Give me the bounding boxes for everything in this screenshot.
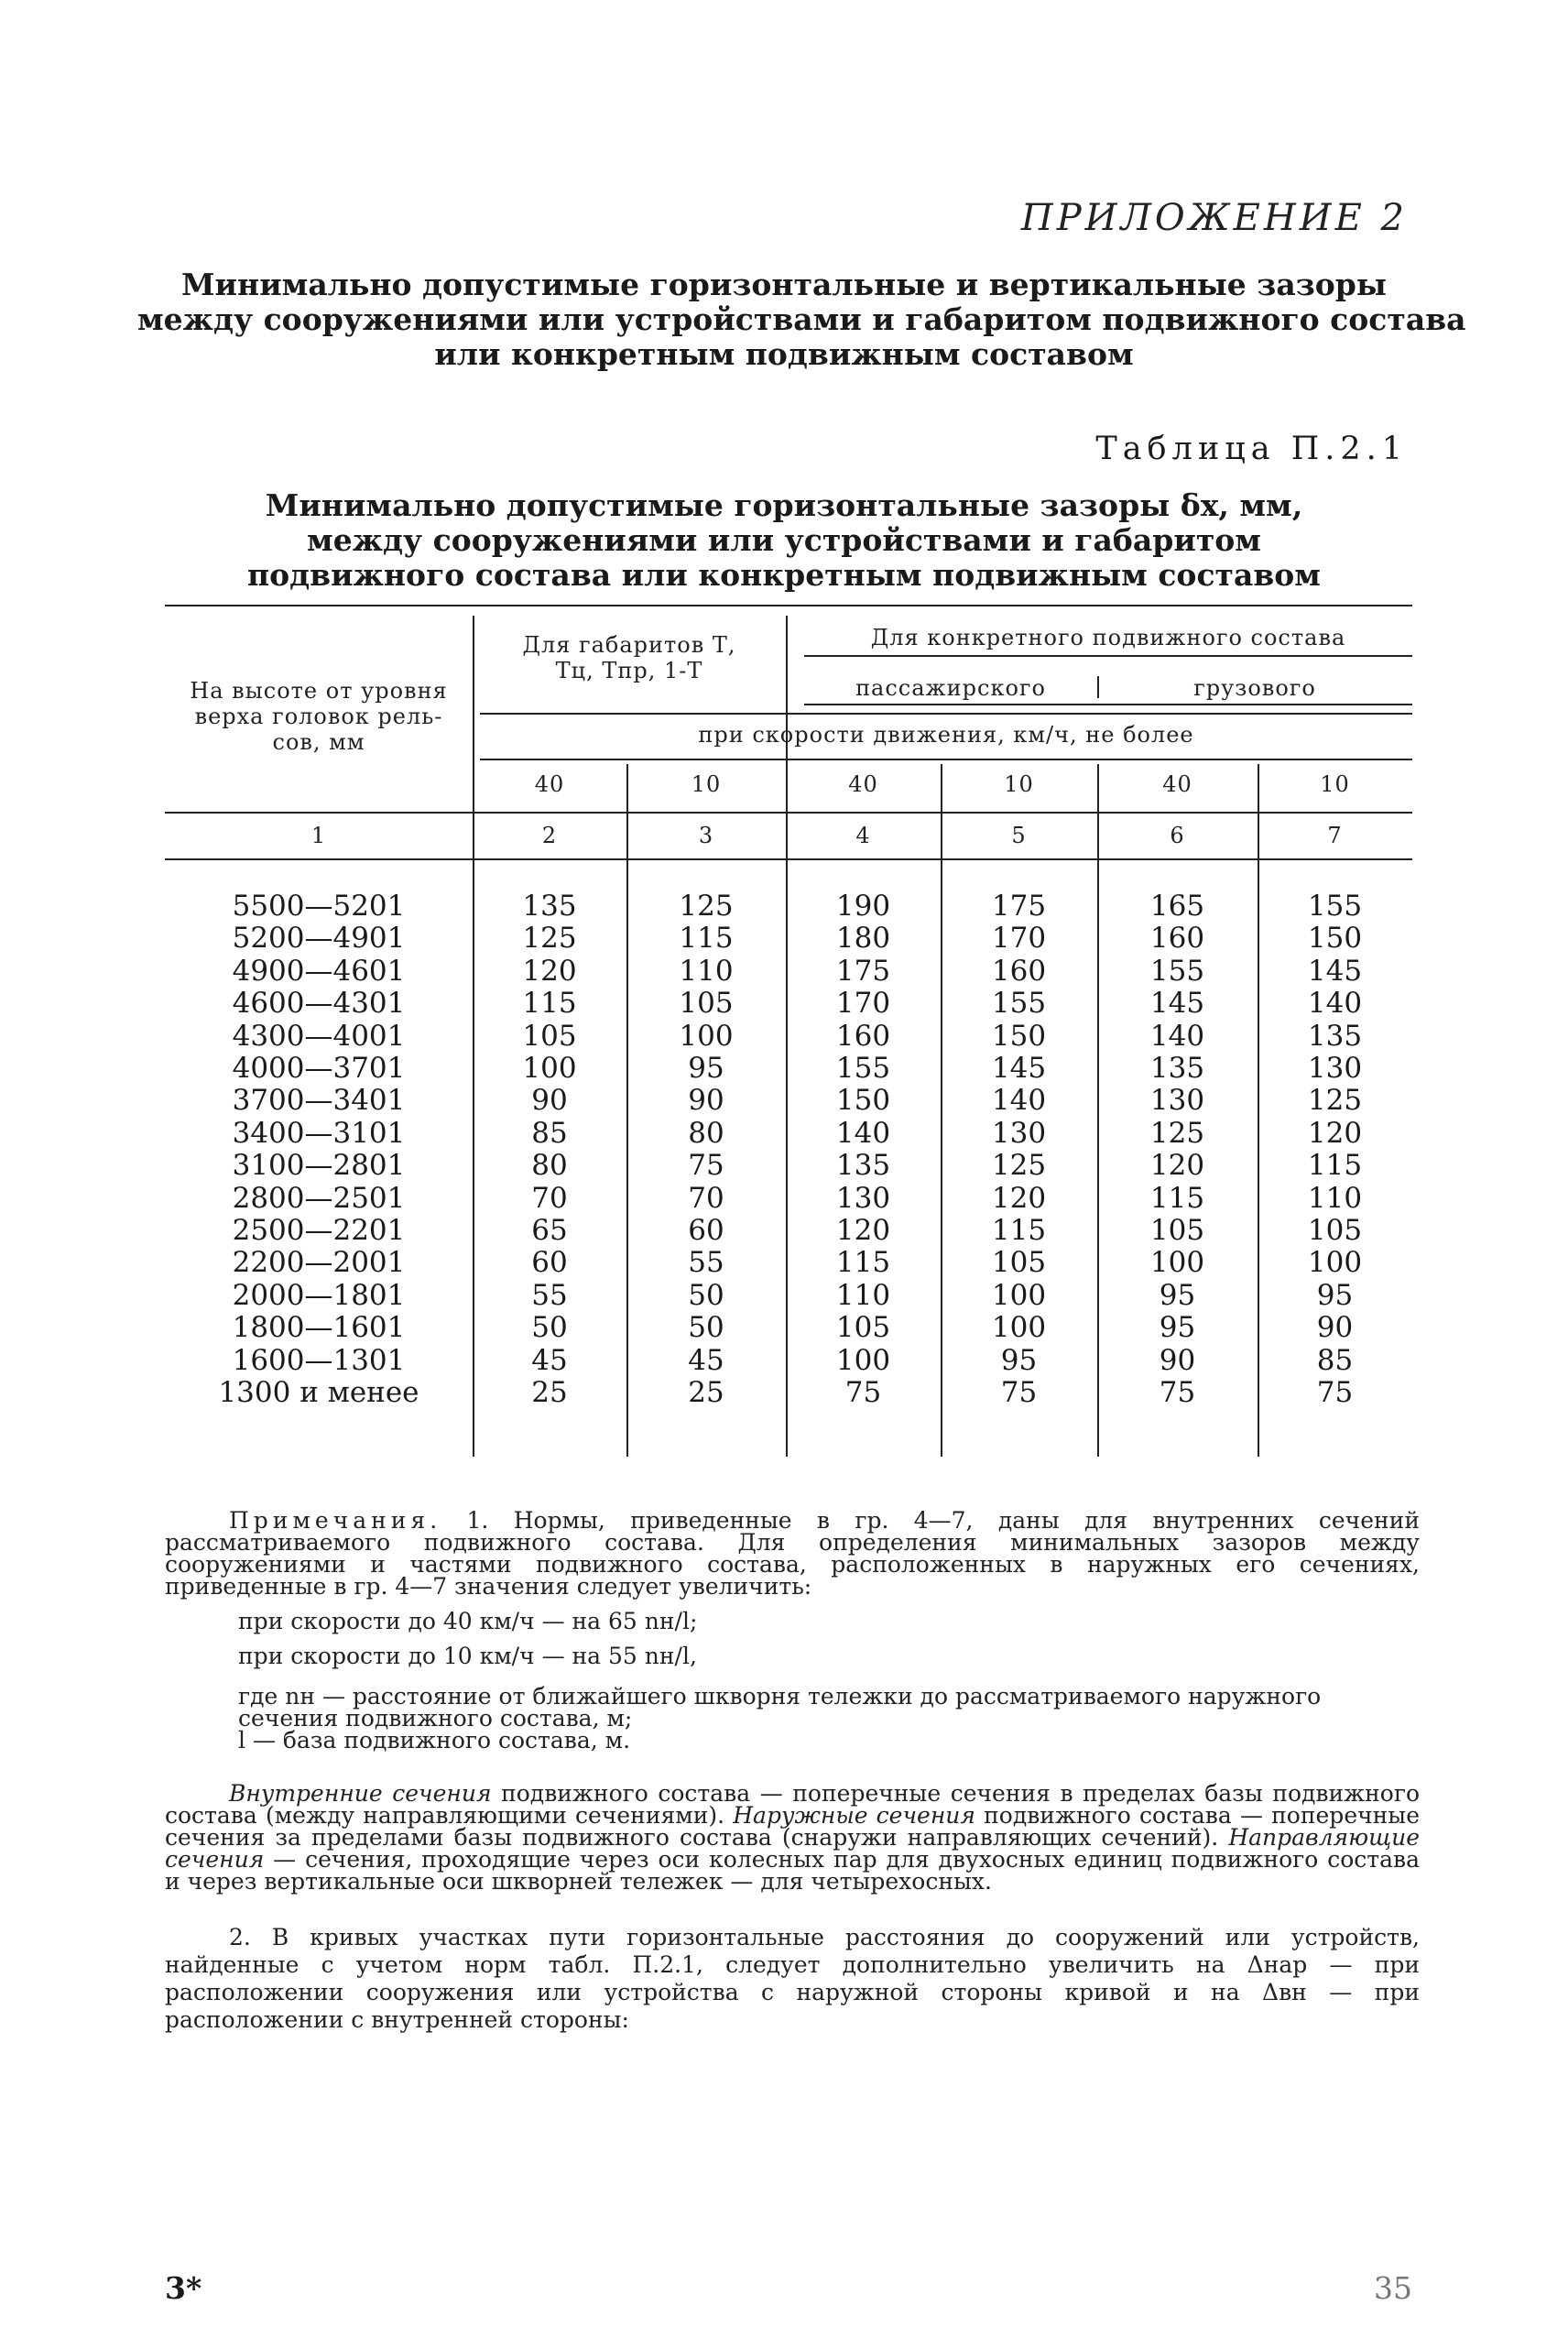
notes-lead: Примечания. (229, 1507, 442, 1534)
height-range-cell: 1300 и менее (218, 1376, 419, 1409)
clearance-value-cell: 50 (688, 1311, 724, 1345)
speed-value: 40 (848, 771, 878, 797)
table-title-line: Минимально допустимые горизонтальные зазоры δx, мм, (265, 487, 1303, 523)
height-range-cell: 2200—2001 (232, 1246, 406, 1280)
clearance-value-cell: 130 (1307, 1052, 1363, 1085)
clearance-value-cell: 120 (1149, 1149, 1205, 1183)
header-passenger: пассажирского (855, 675, 1046, 701)
column-number: 6 (1170, 823, 1185, 848)
clearance-value-cell: 140 (1307, 987, 1363, 1021)
formula-10: при скорости до 10 км/ч — на 55 nн/l, (238, 1643, 697, 1669)
clearance-value-cell: 115 (1307, 1149, 1363, 1183)
clearance-value-cell: 75 (1316, 1376, 1354, 1409)
clearance-value-cell: 105 (1307, 1214, 1363, 1247)
clearance-value-cell: 75 (1159, 1376, 1196, 1409)
clearance-value-cell: 100 (835, 1343, 891, 1377)
title-line: или конкретным подвижным составом (434, 336, 1134, 372)
clearance-value-cell: 175 (991, 890, 1047, 923)
rule-colnums-bottom (165, 858, 1412, 860)
table-title (137, 488, 1431, 593)
header-height (165, 678, 473, 755)
definitions (238, 1683, 1420, 1753)
column-number: 7 (1327, 823, 1343, 848)
clearance-value-cell: 50 (688, 1278, 724, 1312)
title-line: между сооружениями или устройствами и габаритом подвижного состава (137, 301, 1466, 337)
clearance-value-cell: 105 (679, 987, 734, 1021)
formula-40: при скорости до 40 км/ч — на 65 nн/l; (238, 1608, 698, 1634)
clearance-value-cell: 110 (679, 954, 734, 988)
speed-value: 10 (691, 771, 722, 797)
clearance-value-cell: 105 (991, 1246, 1047, 1280)
height-range-cell: 3400—3101 (232, 1116, 406, 1150)
clearance-value-cell: 150 (835, 1084, 891, 1118)
clearance-value-cell: 60 (688, 1214, 724, 1247)
clearance-value-cell: 155 (1307, 890, 1363, 923)
clearance-value-cell: 135 (1307, 1019, 1363, 1053)
rule-speed-row (480, 759, 1412, 760)
clearance-value-cell: 85 (531, 1116, 568, 1150)
column-number: 1 (310, 823, 327, 848)
header-gabarit-line: Тц, Тпр, 1-Т (555, 658, 703, 683)
clearance-value-cell: 120 (1307, 1116, 1363, 1150)
appendix-label: ПРИЛОЖЕНИЕ 2 (1020, 197, 1408, 239)
speed-value: 10 (1004, 771, 1034, 797)
speed-value: 40 (1162, 771, 1192, 797)
clearance-value-cell: 65 (531, 1214, 568, 1247)
clearance-value-cell: 70 (688, 1181, 724, 1215)
clearance-value-cell: 90 (1159, 1343, 1196, 1377)
clearance-value-cell: 125 (1307, 1084, 1363, 1118)
clearance-value-cell: 80 (531, 1149, 568, 1183)
clearance-value-cell: 130 (1149, 1084, 1205, 1118)
table-title-line: подвижного состава или конкретным подвижным составом (247, 557, 1321, 593)
clearance-value-cell: 140 (991, 1084, 1047, 1118)
clearance-value-cell: 90 (688, 1084, 724, 1118)
clearance-value-cell: 150 (991, 1019, 1047, 1053)
header-height-line: верха головок рель- (194, 704, 443, 729)
term-outer: Наружные сечения (733, 1802, 975, 1829)
clearance-value-cell: 140 (1149, 1019, 1205, 1053)
clearance-value-cell: 145 (991, 1052, 1047, 1085)
clearance-value-cell: 75 (1000, 1376, 1038, 1409)
clearance-value-cell: 100 (991, 1278, 1047, 1312)
clearance-value-cell: 120 (991, 1181, 1047, 1215)
clearance-value-cell: 190 (835, 890, 891, 923)
clearance-value-cell: 160 (835, 1019, 891, 1053)
clearance-value-cell: 95 (1159, 1278, 1196, 1312)
clearance-value-cell: 100 (679, 1019, 734, 1053)
clearance-value-cell: 155 (835, 1052, 891, 1085)
table-top-rule (165, 605, 1412, 606)
notes (165, 1507, 1420, 2034)
clearance-value-cell: 50 (531, 1311, 568, 1345)
clearance-value-cell: 170 (835, 987, 891, 1021)
clearance-value-cell: 45 (531, 1343, 568, 1377)
clearance-value-cell: 115 (522, 987, 577, 1021)
clearance-value-cell: 95 (1000, 1343, 1038, 1377)
height-range-cell: 1600—1301 (232, 1343, 406, 1377)
rule-speeds-bottom (165, 812, 1412, 814)
definition-nn: где nн — расстояние от ближайшего шкворня тележки до рассматриваемого наружного сечения подвижного состава, м; (238, 1683, 1322, 1732)
clearance-value-cell: 75 (688, 1149, 724, 1183)
table-label: Таблица П.2.1 (1095, 431, 1408, 467)
clearance-value-cell: 45 (688, 1343, 724, 1377)
speed-value: 40 (534, 771, 565, 797)
term-outer-text: подвижного состава — поперечные сечения за пределами базы подвижного состава (снаружи направляющих сечений). (165, 1802, 1420, 1851)
clearance-value-cell: 90 (531, 1084, 568, 1118)
table-title-line: между сооружениями или устройствами и габаритом (307, 522, 1261, 558)
note-1 (165, 1507, 1420, 1600)
height-range-cell: 3700—3401 (232, 1084, 406, 1118)
header-height-line: На высоте от уровня (190, 678, 448, 704)
clearance-value-cell: 130 (835, 1181, 891, 1215)
page-number: 35 (1374, 2270, 1412, 2306)
clearance-value-cell: 115 (679, 922, 734, 956)
clearance-value-cell: 105 (1149, 1214, 1205, 1247)
height-range-cell: 2800—2501 (232, 1181, 406, 1215)
clearance-value-cell: 100 (991, 1311, 1047, 1345)
clearance-value-cell: 150 (1307, 922, 1363, 956)
clearance-value-cell: 135 (835, 1149, 891, 1183)
clearance-value-cell: 125 (991, 1149, 1047, 1183)
clearance-value-cell: 90 (1316, 1311, 1354, 1345)
clearance-value-cell: 115 (835, 1246, 891, 1280)
height-range-cell: 4300—4001 (232, 1019, 406, 1053)
clearance-value-cell: 105 (522, 1019, 577, 1053)
clearance-value-cell: 100 (1149, 1246, 1205, 1280)
clearance-value-cell: 80 (688, 1116, 724, 1150)
rule-speed-header (480, 713, 1412, 715)
rule-concrete (804, 655, 1412, 657)
clearance-value-cell: 160 (1149, 922, 1205, 956)
clearance-value-cell: 170 (991, 922, 1047, 956)
height-range-cell: 5200—4901 (232, 922, 406, 956)
clearance-value-cell: 110 (1307, 1181, 1363, 1215)
clearance-value-cell: 120 (522, 954, 577, 988)
clearance-value-cell: 70 (531, 1181, 568, 1215)
height-range-cell: 2500—2201 (232, 1214, 406, 1247)
clearance-value-cell: 135 (522, 890, 577, 923)
rule-subgroups (804, 704, 1412, 705)
sections-definition (165, 1780, 1420, 1895)
clearance-value-cell: 140 (835, 1116, 891, 1150)
clearance-value-cell: 85 (1316, 1343, 1354, 1377)
clearance-value-cell: 100 (522, 1052, 577, 1085)
clearance-value-cell: 110 (835, 1278, 891, 1312)
clearance-value-cell: 115 (991, 1214, 1047, 1247)
title-line: Минимально допустимые горизонтальные и вертикальные зазоры (181, 267, 1387, 302)
clearance-value-cell: 125 (1149, 1116, 1205, 1150)
clearance-value-cell: 55 (531, 1278, 568, 1312)
clearance-value-cell: 95 (688, 1052, 724, 1085)
height-range-cell: 3100—2801 (232, 1149, 406, 1183)
document-title (137, 267, 1466, 372)
clearance-value-cell: 55 (688, 1246, 724, 1280)
height-range-cell: 2000—1801 (232, 1278, 406, 1312)
header-height-line: сов, мм (272, 729, 365, 755)
height-range-cell: 5500—5201 (232, 890, 406, 923)
term-guide: Направляющие сечения (165, 1824, 1420, 1873)
column-number: 2 (541, 823, 558, 848)
clearance-value-cell: 130 (991, 1116, 1047, 1150)
clearance-value-cell: 125 (679, 890, 734, 923)
header-gabarit (473, 632, 786, 683)
clearance-value-cell: 115 (1149, 1181, 1205, 1215)
note-2: 2. В кривых участках пути горизонтальные расстояния до сооружений или устройств, найденные с учетом норм табл. П.2.1, следует дополнительно увеличить на Δнар — при расположении сооружения или устройства с наружной стороны кривой и на Δвн — при расположении с внутренней стороны: (165, 1924, 1420, 2033)
note-1-text: 1. Нормы, приведенные в гр. 4—7, даны для внутренних сечений рассматриваемого подвижного состава. Для определения минимальных зазоров между сооружениями и частями подвижного состава, расположенных в наружных его сечениях, приведенные в гр. 4—7 значения следует увеличить: (165, 1507, 1420, 1600)
height-range-cell: 4000—3701 (232, 1052, 406, 1085)
clearance-value-cell: 60 (531, 1246, 568, 1280)
definition-l: l — база подвижного состава, м. (238, 1727, 631, 1753)
clearance-value-cell: 145 (1307, 954, 1363, 988)
clearance-value-cell: 25 (688, 1376, 724, 1409)
clearance-value-cell: 25 (531, 1376, 568, 1409)
clearance-value-cell: 95 (1159, 1311, 1196, 1345)
height-range-cell: 4900—4601 (232, 954, 406, 988)
clearance-value-cell: 75 (844, 1376, 882, 1409)
column-number: 3 (698, 823, 714, 848)
header-speed: при скорости движения, км/ч, не более (698, 722, 1194, 748)
clearance-value-cell: 145 (1149, 987, 1205, 1021)
header-freight: грузового (1193, 675, 1316, 701)
height-range-cell: 4600—4301 (232, 987, 406, 1021)
clearance-value-cell: 155 (991, 987, 1047, 1021)
term-inner: Внутренние сечения (229, 1780, 492, 1807)
header-gabarit-line: Для габаритов Т, (522, 632, 736, 658)
signature-mark: 3* (165, 2270, 202, 2306)
term-inner-text: подвижного состава — поперечные сечения в пределах базы подвижного состава (между направляющими сечениями). (165, 1780, 1420, 1829)
term-guide-text: — сечения, проходящие через оси колесных пар для двухосных единиц подвижного состава и через вертикальные оси шкворней тележек — для четырехосных. (165, 1846, 1420, 1895)
clearance-value-cell: 95 (1316, 1278, 1354, 1312)
height-range-cell: 1800—1601 (232, 1311, 406, 1345)
clearance-value-cell: 120 (835, 1214, 891, 1247)
clearance-value-cell: 125 (522, 922, 577, 956)
clearance-value-cell: 165 (1149, 890, 1205, 923)
speed-value: 10 (1320, 771, 1350, 797)
header-concrete: Для конкретного подвижного состава (870, 625, 1346, 650)
clearance-value-cell: 175 (835, 954, 891, 988)
clearance-value-cell: 100 (1307, 1246, 1363, 1280)
clearance-value-cell: 180 (835, 922, 891, 956)
clearance-value-cell: 105 (835, 1311, 891, 1345)
clearance-value-cell: 135 (1149, 1052, 1205, 1085)
clearance-value-cell: 155 (1149, 954, 1205, 988)
column-number: 4 (855, 823, 871, 848)
column-number: 5 (1011, 823, 1027, 848)
clearance-value-cell: 160 (991, 954, 1047, 988)
